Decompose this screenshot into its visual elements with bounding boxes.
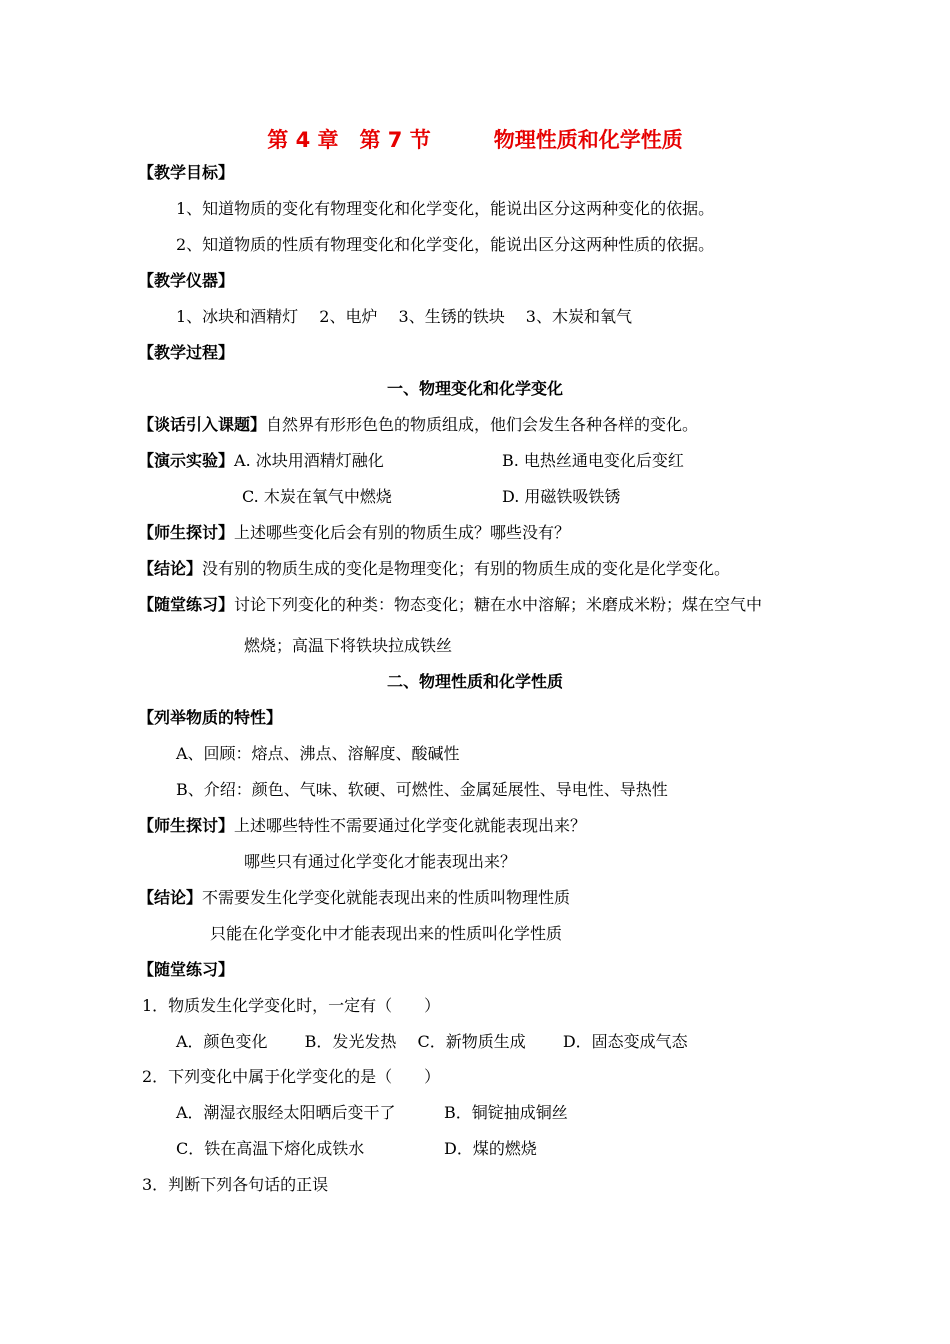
demo-row — [138, 451, 384, 471]
question-option: B．铜锭抽成铜丝 — [444, 1103, 568, 1122]
discussion-text: 上述哪些特性不需要通过化学变化就能表现出来？ — [234, 816, 587, 835]
discussion-text: 上述哪些变化后会有别的物质生成？哪些没有？ — [234, 523, 571, 542]
conclusion-text: 没有别的物质生成的变化是物理变化；有别的物质生成的变化是化学变化。 — [202, 559, 731, 578]
discussion-paragraph — [138, 816, 586, 836]
section-label-goals: 【教学目标】 — [138, 163, 235, 182]
goal-item: 1、知道物质的变化有物理变化和化学变化，能说出区分这两种变化的依据。 — [176, 199, 715, 218]
practice-text-cont: 燃烧；高温下将铁块拉成铁丝 — [244, 636, 453, 655]
question: 3．判断下列各句话的正误 — [142, 1175, 329, 1194]
discussion-label: 【师生探讨】 — [138, 816, 235, 835]
question: 2．下列变化中属于化学变化的是（ ） — [142, 1067, 441, 1086]
instrument-list: 1、冰块和酒精灯 2、电炉 3、生锈的铁块 3、木炭和氧气 — [176, 307, 632, 326]
demo-option: D. 用磁铁吸铁锈 — [502, 487, 621, 506]
question-option: D．煤的燃烧 — [444, 1139, 537, 1158]
discussion-label: 【师生探讨】 — [138, 523, 235, 542]
intro-paragraph — [138, 415, 698, 435]
conclusion-paragraph — [138, 559, 730, 579]
practice-text: 讨论下列变化的种类：物态变化；糖在水中溶解；米磨成米粉；煤在空气中 — [234, 595, 763, 614]
demo-label: 【演示实验】 — [138, 451, 235, 470]
goal-item: 2、知道物质的性质有物理变化和化学变化，能说出区分这两种性质的依据。 — [176, 235, 715, 254]
practice-paragraph — [138, 595, 762, 615]
question: 1．物质发生化学变化时，一定有（ ） — [142, 996, 441, 1015]
section-label-practice: 【随堂练习】 — [138, 960, 235, 979]
intro-label: 【谈话引入课题】 — [138, 415, 267, 434]
discussion-paragraph — [138, 523, 570, 543]
section-label-properties: 【列举物质的特性】 — [138, 708, 283, 727]
question-option: C．铁在高温下熔化成铁水 — [176, 1139, 365, 1158]
section-label-instruments: 【教学仪器】 — [138, 271, 235, 290]
section-heading: 一、物理变化和化学变化 — [386, 379, 563, 398]
conclusion-text-cont: 只能在化学变化中才能表现出来的性质叫化学性质 — [210, 924, 563, 943]
conclusion-paragraph — [138, 888, 570, 908]
demo-option: B. 电热丝通电变化后变红 — [502, 451, 684, 470]
property-list-item: B、介绍：颜色、气味、软硬、可燃性、金属延展性、导电性、导热性 — [176, 780, 668, 799]
practice-label: 【随堂练习】 — [138, 595, 235, 614]
section-label-process: 【教学过程】 — [138, 343, 235, 362]
question-options: A．颜色变化 B．发光发热 C．新物质生成 D．固态变成气态 — [176, 1032, 688, 1051]
conclusion-label: 【结论】 — [138, 888, 203, 907]
property-list-item: A、回顾：熔点、沸点、溶解度、酸碱性 — [176, 744, 460, 763]
question-option: A．潮湿衣服经太阳晒后变干了 — [176, 1103, 396, 1122]
intro-text: 自然界有形形色色的物质组成，他们会发生各种各样的变化。 — [266, 415, 699, 434]
discussion-text-cont: 哪些只有通过化学变化才能表现出来？ — [244, 852, 517, 871]
demo-option: C. 木炭在氧气中燃烧 — [242, 487, 392, 506]
page-title: 第 4 章 第 7 节 物理性质和化学性质 — [267, 128, 683, 152]
demo-option: A. 冰块用酒精灯融化 — [234, 451, 384, 470]
conclusion-label: 【结论】 — [138, 559, 203, 578]
section-heading: 二、物理性质和化学性质 — [386, 672, 563, 691]
conclusion-text: 不需要发生化学变化就能表现出来的性质叫物理性质 — [202, 888, 571, 907]
